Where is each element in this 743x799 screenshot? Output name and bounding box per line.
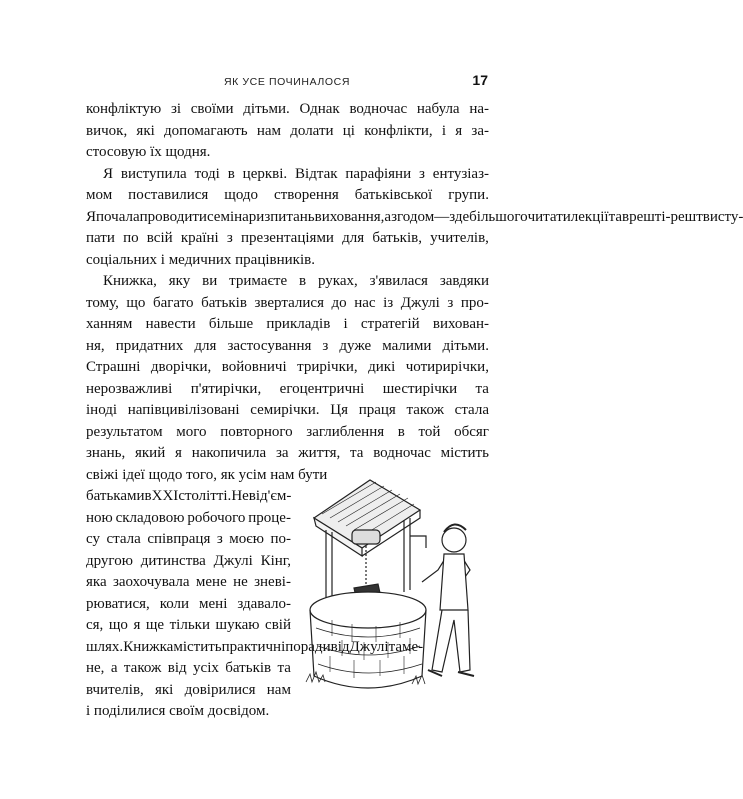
text-line: вчителів, які довірилися нам bbox=[86, 681, 291, 698]
text-line: іноді напівцивілізовані семирічки. Ця праця також стала bbox=[86, 402, 489, 418]
text-line: стосовую їх щодня. bbox=[86, 144, 211, 160]
text-line: знань, який я накопичила за життя, та водночас містить bbox=[86, 445, 489, 461]
text-line: нерозважливі п'ятирічки, егоцентричні шестирічки та bbox=[86, 380, 489, 397]
page-number: 17 bbox=[472, 72, 488, 88]
text-line: мом поставилися щодо створення батьківської групи. bbox=[86, 187, 489, 203]
text-line: свіжі ідеї щодо того, як усім нам бути bbox=[86, 466, 328, 483]
text-line: тому, що багато батьків зверталися до нас із Джулі з про- bbox=[86, 294, 489, 311]
text-line: су стала співпраця з моєю по- bbox=[86, 531, 291, 547]
text-line: ханням навести більше прикладів і стратегій вихован- bbox=[86, 316, 489, 332]
text-line: конфліктую зі своїми дітьми. Однак водночас набула на- bbox=[86, 101, 489, 117]
text-line: Я почала проводити семінари з питань виховання, а згодом — здебільшого читати лекції та врешті-решт висту- bbox=[86, 208, 743, 225]
well-illustration bbox=[292, 470, 487, 710]
text-line: Страшні дворічки, войовничі трирічки, дикі чотирирічки, bbox=[86, 359, 489, 375]
text-line: Книжка, яку ви тримаєте в руках, з'явилася завдяки bbox=[103, 273, 489, 289]
text-line: результатом мого повторного заглиблення в той обсяг bbox=[86, 423, 489, 440]
text-line: рюватися, коли мені здавало- bbox=[86, 595, 291, 612]
text-line: ня, придатних для застосування з дуже малими дітьми. bbox=[86, 337, 489, 354]
text-line: шлях. Книжка містить практичні поради від Джулі та ме- bbox=[86, 638, 424, 655]
text-line: соціальних і медичних працівників. bbox=[86, 251, 315, 268]
text-line: Я виступила тоді в церкві. Відтак парафіяни з ентузіаз- bbox=[103, 165, 489, 182]
text-line: вичок, які допомагають нам долати ці конфлікти, і я за- bbox=[86, 122, 489, 139]
text-line: пати по всій країні з презентаціями для батьків, учителів, bbox=[86, 230, 489, 246]
text-line: і поділилися своїм досвідом. bbox=[86, 703, 270, 719]
text-line: другою дитинства Джулі Кінг, bbox=[86, 552, 291, 569]
text-line: ною складовою робочого проце- bbox=[86, 509, 291, 526]
text-line: батьками в XXI столітті. Невід'єм- bbox=[86, 488, 292, 504]
text-line: ся, що я ще тільки шукаю свій bbox=[86, 617, 291, 633]
text-line: яка заохочувала мене не зневі- bbox=[86, 574, 291, 590]
text-line: не, а також від усіх батьків та bbox=[86, 660, 291, 676]
running-title: ЯК УСЕ ПОЧИНАЛОСЯ bbox=[223, 76, 351, 88]
